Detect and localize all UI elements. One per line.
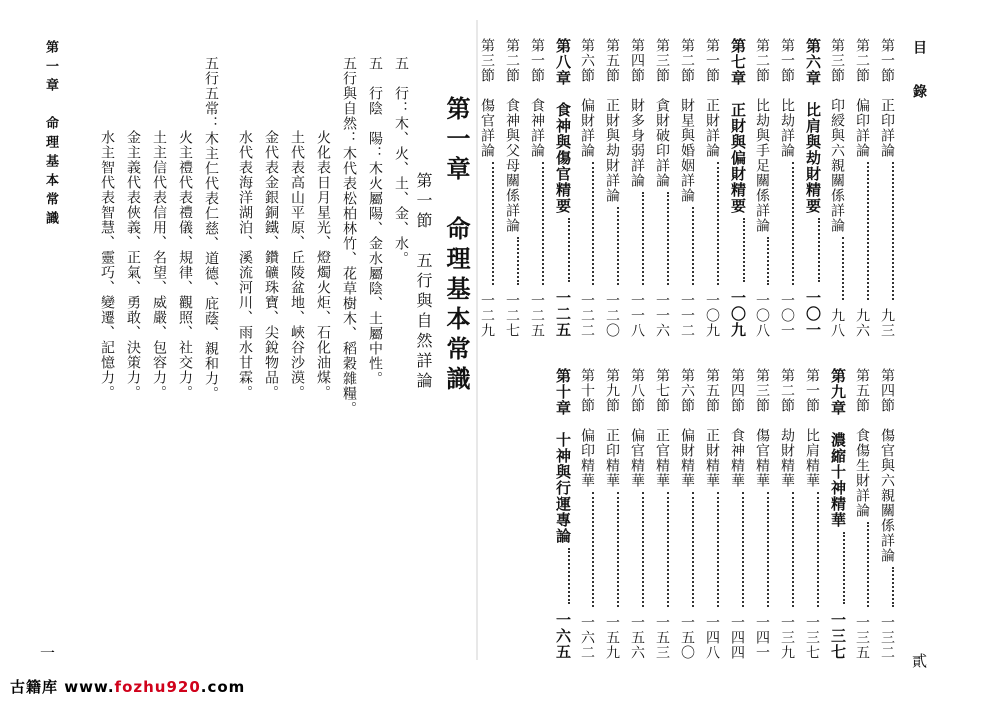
toc-entry xyxy=(630,38,644,338)
toc-entry xyxy=(705,368,719,660)
toc-title: 第三節 傷官精華 xyxy=(754,368,770,488)
toc-entry xyxy=(680,38,694,338)
toc-title: 第二節 比劫與手足關係詳論 xyxy=(754,38,770,233)
toc-title: 第六章 比肩與劫財精要 xyxy=(804,38,822,214)
toc-entry xyxy=(880,368,894,660)
toc-leader xyxy=(792,162,794,285)
body-line: 土代表高山平原、丘陵盆地、峽谷沙漠。 xyxy=(289,130,305,400)
body-line: 五 行：木、火、土、金、水。 xyxy=(393,56,409,266)
toc-entry xyxy=(655,38,669,338)
toc-title: 第三節 貪財破印詳論 xyxy=(654,38,670,188)
toc-leader xyxy=(767,492,769,607)
toc-leader xyxy=(692,492,694,607)
toc-leader xyxy=(592,492,594,607)
toc-title: 第三節 傷官詳論 xyxy=(479,38,495,158)
toc-page-number: 一〇九 xyxy=(704,293,720,338)
toc-leader xyxy=(617,492,619,607)
toc-title: 第六節 偏財精華 xyxy=(679,368,695,488)
toc-title: 第一節 正財詳論 xyxy=(704,38,720,158)
toc-entry xyxy=(755,38,769,338)
body-line: 五行與自然：木代表松柏林竹、花草樹木、稻穀雜糧。 xyxy=(341,56,357,416)
toc-page-number: 一一八 xyxy=(629,293,645,338)
toc-leader xyxy=(867,162,869,300)
toc-entry xyxy=(580,368,594,660)
body-line: 火主禮代表禮儀、規律、觀照、社交力。 xyxy=(177,130,193,400)
toc-title: 第二節 劫財精華 xyxy=(779,368,795,488)
toc-leader xyxy=(818,218,820,282)
toc-page-number: 一二七 xyxy=(504,293,520,338)
toc-entry xyxy=(780,38,794,338)
toc-leader xyxy=(742,492,744,607)
section-title: 第一節 五行與自然詳論 xyxy=(414,172,433,392)
toc-title: 第四節 財多身弱詳論 xyxy=(629,38,645,188)
toc-entry xyxy=(855,368,869,660)
toc-leader xyxy=(743,218,745,282)
toc-page-number: 一五九 xyxy=(604,615,620,660)
toc-entry xyxy=(655,368,669,660)
toc-chapter xyxy=(805,38,820,338)
toc-title: 第二節 財星與婚姻詳論 xyxy=(679,38,695,203)
toc-chapter xyxy=(730,38,745,338)
toc-title: 第五節 食傷生財詳論 xyxy=(854,368,870,518)
toc-leader xyxy=(817,492,819,607)
page-number: 一 xyxy=(40,644,56,662)
toc-title: 第一節 比劫詳論 xyxy=(779,38,795,158)
toc-leader xyxy=(492,162,494,285)
toc-page-number: 一三九 xyxy=(779,615,795,660)
toc-leader xyxy=(542,162,544,285)
toc-title: 第一節 比肩精華 xyxy=(804,368,820,488)
toc-page-number: 一四四 xyxy=(729,615,745,660)
toc-leader xyxy=(617,207,619,285)
toc-page-number: 九六 xyxy=(854,308,870,338)
toc-entry xyxy=(605,38,619,338)
toc-entry xyxy=(830,38,844,338)
toc-page-number: 一五三 xyxy=(654,615,670,660)
page-number-right: 貳 xyxy=(912,652,928,670)
toc-page-number: 一〇一 xyxy=(804,290,822,338)
toc-page-number: 一一六 xyxy=(654,293,670,338)
body-line: 五行五常：木主仁代表仁慈、道德、庇蔭、親和力。 xyxy=(203,56,219,401)
toc-header: 目 錄 xyxy=(911,40,927,106)
toc-chapter xyxy=(555,368,570,660)
toc-title: 第三節 印綬與六親關係詳論 xyxy=(829,38,845,233)
toc-title: 第九節 正印精華 xyxy=(604,368,620,488)
toc-page-number: 一五〇 xyxy=(679,615,695,660)
toc-entry xyxy=(480,38,494,338)
toc-title: 第八章 食神與傷官精要 xyxy=(554,38,572,214)
toc-entry xyxy=(580,38,594,338)
body-line: 金代表金銀銅鐵、鑽礦珠寶、尖銳物品。 xyxy=(263,130,279,400)
toc-title: 第十節 偏印精華 xyxy=(579,368,595,488)
toc-leader xyxy=(692,207,694,285)
toc-page-number: 一二五 xyxy=(554,290,572,338)
body-line: 五 行陰 陽：木火屬陽、金水屬陰、土屬中性。 xyxy=(367,56,383,386)
toc-leader xyxy=(717,162,719,285)
toc-page-number: 一二〇 xyxy=(604,293,620,338)
toc-page-number: 一一二 xyxy=(679,293,695,338)
toc-title: 第五節 正財與劫財詳論 xyxy=(604,38,620,203)
toc-entry xyxy=(605,368,619,660)
toc-page-number: 一二五 xyxy=(529,293,545,338)
toc-leader xyxy=(843,532,845,604)
toc-page-number: 一六二 xyxy=(579,615,595,660)
toc-page-number: 一〇九 xyxy=(729,290,747,338)
toc-page-number: 一六五 xyxy=(554,612,572,660)
toc-chapter xyxy=(555,38,570,338)
watermark: 古籍库 www.fozhu920.com xyxy=(10,678,246,696)
body-line: 火化表日月星光、燈燭火炬、石化油煤。 xyxy=(315,130,331,400)
toc-title: 第七章 正財與偏財精要 xyxy=(729,38,747,214)
toc-leader xyxy=(568,548,570,604)
toc-page-number: 一二九 xyxy=(479,293,495,338)
toc-leader xyxy=(568,218,570,282)
toc-entry xyxy=(805,368,819,660)
toc-title: 第九章 濃縮十神精華 xyxy=(829,368,847,528)
toc-page-number: 九八 xyxy=(829,308,845,338)
toc-leader xyxy=(792,492,794,607)
toc-entry xyxy=(855,38,869,338)
toc-leader xyxy=(717,492,719,607)
running-head: 第一章 命理基本常識 xyxy=(43,40,58,230)
body-line: 水主智代表智慧、靈巧、變遷、記憶力。 xyxy=(99,130,115,400)
toc-title: 第二節 偏印詳論 xyxy=(854,38,870,158)
toc-leader xyxy=(842,237,844,300)
toc-page-number: 一四一 xyxy=(754,615,770,660)
toc-title: 第四節 食神精華 xyxy=(729,368,745,488)
toc-entry xyxy=(680,368,694,660)
toc-leader xyxy=(642,492,644,607)
toc-title: 第六節 偏財詳論 xyxy=(579,38,595,158)
toc-leader xyxy=(867,522,869,607)
toc-page-number: 一三七 xyxy=(829,612,847,660)
toc-page-number: 一四八 xyxy=(704,615,720,660)
toc-entry xyxy=(755,368,769,660)
toc-page-number: 一五六 xyxy=(629,615,645,660)
toc-page-number: 一三七 xyxy=(804,615,820,660)
toc-title: 第一節 食神詳論 xyxy=(529,38,545,158)
toc-page-number: 一〇八 xyxy=(754,293,770,338)
toc-leader xyxy=(667,492,669,607)
left-page xyxy=(0,0,480,680)
body-line: 金主義代表俠義、正氣、勇敢、決策力。 xyxy=(125,130,141,400)
toc-leader xyxy=(667,192,669,285)
toc-entry xyxy=(530,38,544,338)
toc-title: 第一節 正印詳論 xyxy=(879,38,895,158)
right-page xyxy=(480,0,1000,680)
toc-entry xyxy=(630,368,644,660)
toc-title: 第八節 偏官精華 xyxy=(629,368,645,488)
toc-title: 第二節 食神與父母關係詳論 xyxy=(504,38,520,233)
toc-entry xyxy=(880,38,894,338)
toc-entry xyxy=(730,368,744,660)
toc-title: 第四節 傷官與六親關係詳論 xyxy=(879,368,895,563)
body-line: 土主信代表信用、名望、威嚴、包容力。 xyxy=(151,130,167,400)
toc-leader xyxy=(892,567,894,607)
toc-leader xyxy=(592,162,594,285)
toc-leader xyxy=(767,237,769,285)
toc-leader xyxy=(642,192,644,285)
toc-page-number: 一〇一 xyxy=(779,293,795,338)
chapter-title: 第一章 命理基本常識 xyxy=(442,96,471,396)
toc-page-number: 一三二 xyxy=(879,615,895,660)
toc-entry xyxy=(705,38,719,338)
toc-entry xyxy=(505,38,519,338)
toc-leader xyxy=(517,237,519,285)
toc-entry xyxy=(780,368,794,660)
toc-page-number: 一三五 xyxy=(854,615,870,660)
toc-chapter xyxy=(830,368,845,660)
toc-title: 第十章 十神與行運專論 xyxy=(554,368,572,544)
body-line: 水代表海洋湖泊、溪流河川、雨水甘霖。 xyxy=(237,130,253,400)
toc-page-number: 九三 xyxy=(879,308,895,338)
toc-leader xyxy=(892,162,894,300)
toc-title: 第七節 正官精華 xyxy=(654,368,670,488)
toc-title: 第五節 正財精華 xyxy=(704,368,720,488)
toc-page-number: 一二二 xyxy=(579,293,595,338)
